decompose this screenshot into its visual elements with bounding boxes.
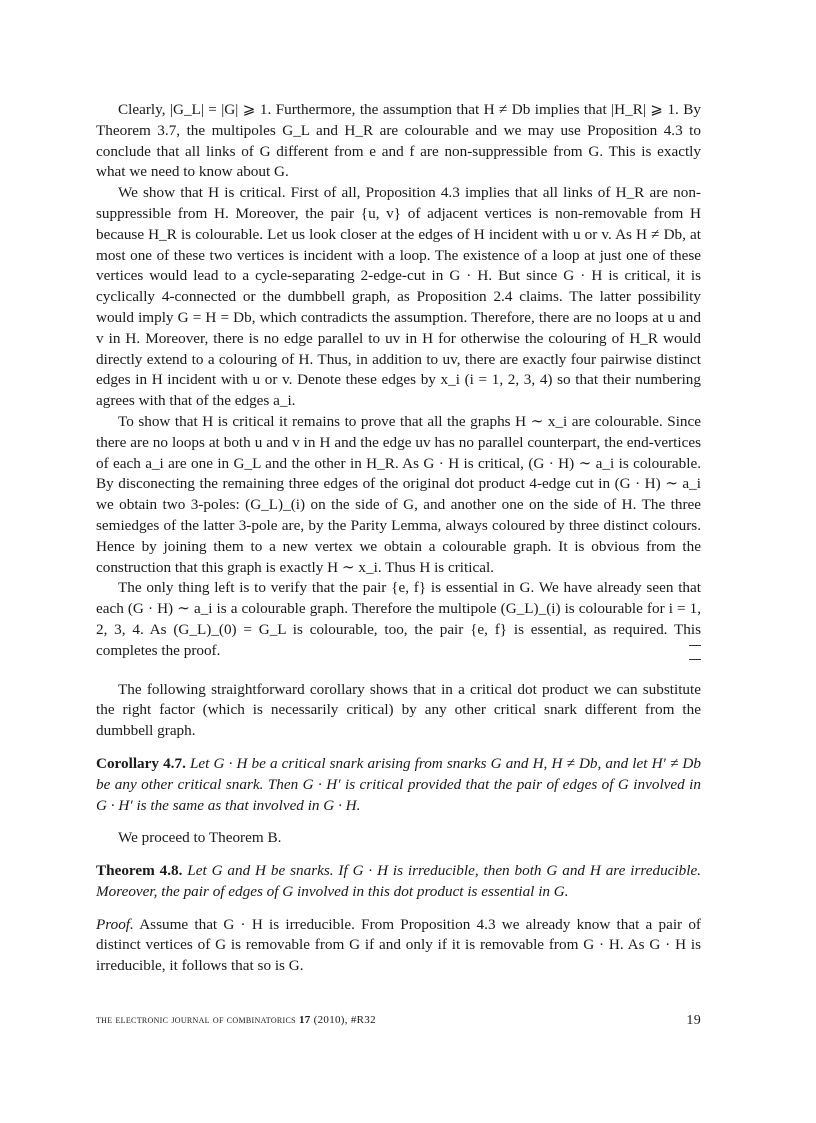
page-body	[96, 100, 701, 977]
proof-body: Assume that G · H is irreducible. From Proposition 4.3 we already know that a pair of distinct vertices of G is removable from G if and only if it is removable from G · H. As G · H is irreducible, it follows that so is G.	[96, 915, 701, 975]
paragraph-4-text: The only thing left is to verify that the pair {e, f} is essential in G. We have already seen that each (G · H) ∼ a_i is a colourable graph. Therefore the multipole (G_L)_(i) is colourable for i = 1, 2, 3, 4. As (G_L)_(0) = G_L is colourable, too, the pair {e, f} is essential, as required. This completes the proof.	[96, 579, 701, 659]
qed-icon	[689, 645, 701, 660]
journal-name: the electronic journal of combinatorics	[96, 1014, 296, 1026]
paragraph-6: We proceed to Theorem B.	[118, 829, 282, 847]
theorem-heading: Theorem 4.8.	[96, 862, 183, 880]
journal-year-article: (2010), #R32	[313, 1014, 376, 1026]
page-footer	[96, 1014, 701, 1026]
theorem-4-8	[96, 861, 701, 903]
corollary-heading: Corollary 4.7.	[96, 754, 186, 772]
proof-heading: Proof.	[96, 915, 134, 933]
paragraph-1: Clearly, |G_L| = |G| ⩾ 1. Furthermore, the assumption that H ≠ Db implies that |H_R| ⩾ 1. By Theorem 3.7, the multipoles G_L and H_R are colourable and we may use Proposition 4.3 to conclude that all links of G different from e and f are non-suppressible from G. This is exactly what we need to know about G.	[96, 101, 701, 181]
corollary-body: Let G · H be a critical snark arising from snarks G and H, H ≠ Db, and let H′ ≠ Db be any other critical snark. Then G · H′ is critical provided that the pair of edges of G involved in G · H′ is the same as that involved in G · H.	[96, 754, 701, 814]
paragraph-2: We show that H is critical. First of all, Proposition 4.3 implies that all links of H_R are non-suppressible from H. Moreover, the pair {u, v} of adjacent vertices is non-removable from H because H_R is colourable. Let us look closer at the edges of H incident with u or v. As H ≠ Db, at most one of these two vertices is incident with a loop. The existence of a loop at just one of these vertices would lead to a cycle-separating 2-edge-cut in G · H. But since G · H is critical, it is cyclically 4-connected or the dumbbell graph, as Proposition 2.4 claims. The latter possibility would imply G = H = Db, which contradicts the assumption. Therefore, there are no loops at u and v in H. Moreover, there is no edge parallel to uv in H for otherwise the colouring of H_R would directly extend to a colouring of H. Thus, in addition to uv, there are exactly four pairwise distinct edges in H incident with u or v. Denote these edges by x_i (i = 1, 2, 3, 4) so that their numbering agrees with that of the edges a_i.	[96, 184, 701, 410]
paragraph-5: The following straightforward corollary shows that in a critical dot product we can substitute the right factor (which is necessarily critical) by any other critical snark different from the dumbbell graph.	[96, 680, 701, 740]
corollary-4-7	[96, 754, 701, 816]
journal-volume: 17	[298, 1014, 311, 1026]
paragraph-4	[96, 578, 701, 661]
theorem-body: Let G and H be snarks. If G · H is irreducible, then both G and H are irreducible. Moreover, the pair of edges of G involved in this dot product is essential in G.	[96, 862, 701, 900]
proof-block	[96, 915, 701, 977]
paragraph-3: To show that H is critical it remains to prove that all the graphs H ∼ x_i are colourable. Since there are no loops at both u and v in H and the edge uv has no parallel counterpart, the end-vertices of each a_i are one in G_L and the other in H_R. As G · H is critical, (G · H) ∼ a_i is colourable. By disconecting the remaining three edges of the original dot product 4-edge cut in (G · H) ∼ a_i we obtain two 3-poles: (G_L)_(i) on the side of G, and another one on the side of H. The three semiedges of the latter 3-pole are, by the Parity Lemma, always coloured by three distinct colours. Hence by joining them to a new vertex we obtain a colourable graph. It is obvious from the construction that this graph is exactly H ∼ x_i. Thus H is critical.	[96, 412, 701, 576]
page-number: 19	[686, 1013, 701, 1028]
